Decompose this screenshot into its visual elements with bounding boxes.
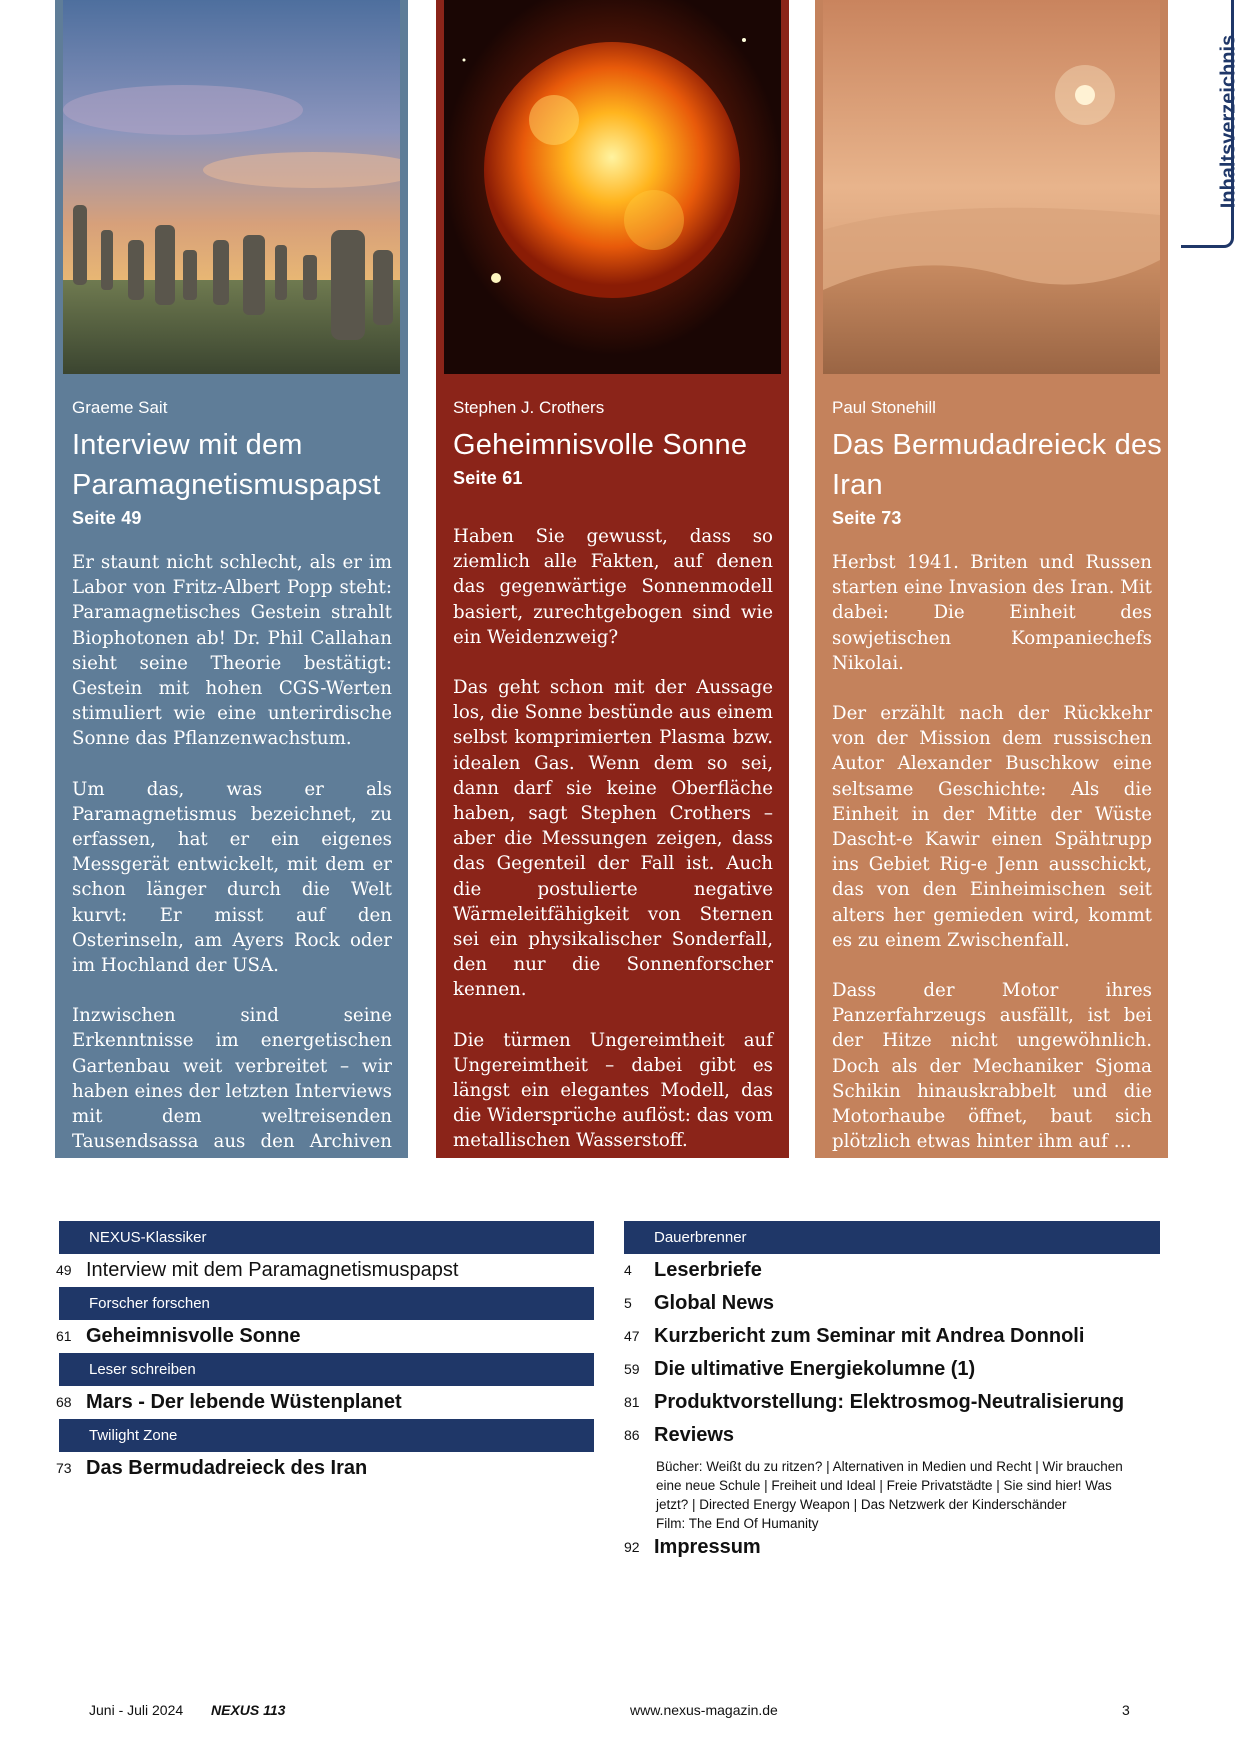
toc-entry[interactable] <box>624 1254 1160 1287</box>
article-author: Graeme Sait <box>72 398 168 417</box>
article-body <box>832 550 1152 1179</box>
toc-left <box>56 1221 594 1485</box>
article-title[interactable] <box>832 425 1162 531</box>
toc-entry-label[interactable]: Leserbriefe <box>654 1259 762 1281</box>
article-paragraph: Herbst 1941. Briten und Russen starten eine Invasion des Iran. Mit dabei: Die Einheit des sowjetischen Kompaniechefs Nikolai. <box>832 552 1152 674</box>
toc-page-number: 68 <box>56 1394 72 1410</box>
toc-section-header: NEXUS-Klassiker <box>59 1221 594 1254</box>
article-card-1[interactable] <box>55 0 408 1178</box>
toc-right <box>624 1221 1160 1452</box>
toc-page-number: 4 <box>624 1262 632 1278</box>
toc-entry[interactable] <box>56 1254 594 1287</box>
toc-entry[interactable] <box>624 1531 1160 1564</box>
sun-photo <box>444 0 781 374</box>
reviews-film: Film: The End Of Humanity <box>656 1516 819 1531</box>
toc-entry-label[interactable]: Geheimnisvolle Sonne <box>86 1325 301 1347</box>
footer-date: Juni - Juli 2024 <box>89 1702 184 1718</box>
article-title[interactable] <box>72 425 402 531</box>
toc-section-header: Dauerbrenner <box>624 1221 1160 1254</box>
toc-entry-label[interactable]: Die ultimative Energiekolumne (1) <box>654 1358 976 1380</box>
toc-entry[interactable] <box>56 1452 594 1485</box>
article-paragraph: Dass der Motor ihres Panzerfahrzeugs ausfällt, ist bei der Hitze nicht ungewöhnlich. Doch als der Mechaniker Sjoma Schikin hinauskrabbelt und die Motorhaube öffnet, baut sich plötzlich etwas hinter ihm auf … <box>832 980 1152 1153</box>
toc-entry[interactable] <box>624 1386 1160 1419</box>
article-title-text[interactable]: Das Bermudadreieck des Iran <box>832 429 1162 501</box>
toc-page-number: 5 <box>624 1295 632 1311</box>
toc-section-header: Leser schreiben <box>59 1353 594 1386</box>
toc-right-last <box>624 1531 1160 1564</box>
toc-entry[interactable] <box>624 1353 1160 1386</box>
footer-issue: NEXUS 113 <box>211 1702 286 1718</box>
article-paragraph: Der erzählt nach der Rückkehr von der Mission dem russischen Autor Alexander Buschkow eine seltsame Geschichte: Als die Einheit in der Mitte der Wüste Dascht-e Kawir einen Spähtrupp ins Gebiet Rig-e Jenn ausschickt, das von den Einheimischen seit alters her gemieden wird, kommt es zu einem Zwischenfall. <box>832 703 1152 951</box>
article-body <box>453 524 773 1179</box>
footer-page-number: 3 <box>1122 1702 1130 1718</box>
article-author: Paul Stonehill <box>832 398 936 417</box>
toc-entry-label[interactable]: Produktvorstellung: Elektrosmog-Neutralisierung <box>654 1391 1125 1413</box>
standing-stones-photo <box>63 0 400 374</box>
article-title-text[interactable]: Geheimnisvolle Sonne <box>453 429 748 461</box>
toc-entry-label[interactable]: Global News <box>654 1292 775 1314</box>
article-page: Seite 61 <box>453 468 523 488</box>
reviews-details <box>656 1457 1136 1533</box>
article-author: Stephen J. Crothers <box>453 398 605 417</box>
toc-entry[interactable] <box>56 1320 594 1353</box>
reviews-books: Bücher: Weißt du zu ritzen? | Alternativen in Medien und Recht | Wir brauchen eine neue Schule | Freiheit und Ideal | Freie Privatstädte | Sie sind hier! Was jetzt? | Directed Energy Weapon | Das Netzwerk der Kinderschänder <box>656 1459 1123 1512</box>
toc-section-header: Twilight Zone <box>59 1419 594 1452</box>
toc-page-number: 61 <box>56 1328 72 1344</box>
toc-page-number: 73 <box>56 1460 72 1476</box>
article-title[interactable] <box>453 425 783 491</box>
toc-page-number: 81 <box>624 1394 640 1410</box>
toc-entry[interactable] <box>624 1320 1160 1353</box>
toc-page-number: 86 <box>624 1427 640 1443</box>
article-page: Seite 49 <box>72 508 142 528</box>
toc-page-number: 47 <box>624 1328 640 1344</box>
toc-entry-label[interactable]: Reviews <box>654 1424 735 1446</box>
toc-section-header: Forscher forschen <box>59 1287 594 1320</box>
article-title-text[interactable]: Interview mit dem Paramagnetismuspapst <box>72 429 381 501</box>
article-card-3[interactable] <box>815 0 1168 1158</box>
desert-photo <box>823 0 1160 374</box>
article-paragraph: Inzwischen sind seine Erkenntnisse im energetischen Gartenbau weit verbreitet – wir haben eines der letzten Interviews mit dem weltreisenden Tausendsassa aus den Archiven gekramt. <box>72 1005 392 1178</box>
article-body <box>72 550 392 1205</box>
toc-entry-label[interactable]: Kurzbericht zum Seminar mit Andrea Donnoli <box>654 1325 1085 1347</box>
toc-entry[interactable] <box>56 1386 594 1419</box>
toc-entry-label[interactable]: Das Bermudadreieck des Iran <box>86 1457 368 1479</box>
toc-entry[interactable] <box>624 1419 1160 1452</box>
article-paragraph: Um das, was er als Paramagnetismus bezeichnet, zu erfassen, hat er ein eigenes Messgerät entwickelt, mit dem er schon länger durch die Welt kurvt: Er misst auf den Osterinseln, am Ayers Rock oder im Hochland der USA. <box>72 778 392 977</box>
toc-page-number: 49 <box>56 1262 72 1278</box>
footer-url[interactable]: www.nexus-magazin.de <box>630 1702 778 1718</box>
side-tab-label: Inhaltsverzeichnis <box>1217 34 1240 209</box>
toc-entry-label[interactable]: Mars - Der lebende Wüstenplanet <box>86 1391 402 1413</box>
toc-entry-label[interactable]: Interview mit dem Paramagnetismuspapst <box>86 1259 459 1281</box>
toc-entry-label[interactable]: Impressum <box>654 1536 761 1558</box>
toc-entry[interactable] <box>624 1287 1160 1320</box>
toc-page-number: 92 <box>624 1539 640 1555</box>
article-page: Seite 73 <box>832 508 902 528</box>
article-paragraph: Die türmen Ungereimtheit auf Ungereimtheit – dabei gibt es längst ein elegantes Modell, das die Widersprüche auflöst: das vom metallischen Wasserstoff. <box>453 1029 773 1152</box>
side-tab <box>1181 0 1240 248</box>
toc-page-number: 59 <box>624 1361 640 1377</box>
article-card-2[interactable] <box>436 0 789 1158</box>
article-paragraph: Das geht schon mit der Aussage los, die Sonne bestünde aus einem selbst komprimierten Plasma bzw. idealen Gas. Wenn dem so sei, dann darf sie keine Oberfläche haben, sagt Stephen Crothers – aber die Messungen zeigen, dass das Gegenteil der Fall ist. Auch die postulierte negative Wärmeleitfähigkeit von Sternen sei ein physikalischer Sonderfall, den nur die Sonnenforscher kennen. <box>453 677 773 1001</box>
article-paragraph: Haben Sie gewusst, dass so ziemlich alle Fakten, auf denen das gegenwärtige Sonnenmodell basiert, zurechtgebogen sind wie ein Weidenzweig? <box>453 526 773 648</box>
article-paragraph: Er staunt nicht schlecht, als er im Labor von Fritz-Albert Popp steht: Paramagnetisches Gestein strahlt Biophotonen ab! Dr. Phil Callahan sieht seine Theorie bestätigt: Gestein mit hohen CGS-Werten stimuliert wie eine unterirdische Sonne das Pflanzenwachstum. <box>72 552 392 750</box>
